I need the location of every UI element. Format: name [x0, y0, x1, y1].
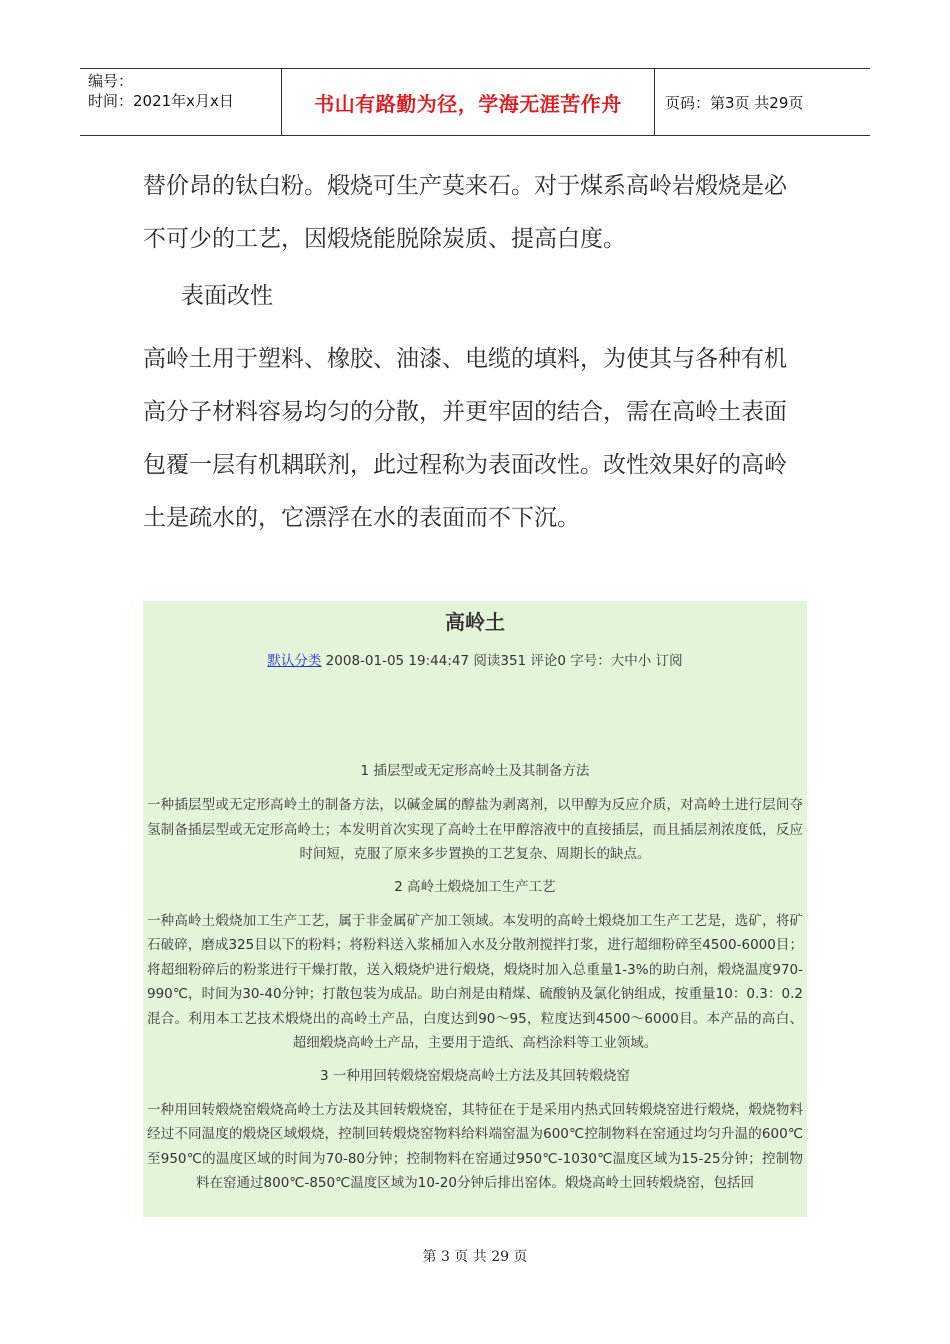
page-footer: 第 3 页 共 29 页 — [422, 1249, 528, 1265]
section-3-title: 3 一种用回转煅烧窑煅烧高岭土方法及其回转煅烧窑 — [320, 1067, 630, 1084]
section-2-title: 2 高岭土煅烧加工生产工艺 — [394, 878, 556, 895]
time-label: 时间：2021年x月x日 — [88, 92, 234, 110]
page-code: 页码：第3页 共29页 — [665, 93, 804, 112]
body-paragraph-1: 替价昂的钛白粉。煅烧可生产莫来石。对于煤系高岭岩煅烧是必不可少的工艺，因煅烧能脱除炭质、提高白度。 — [143, 173, 787, 252]
article-title: 高岭土 — [445, 610, 505, 634]
section-heading: 表面改性 — [181, 283, 273, 309]
article-meta — [143, 651, 807, 671]
section-1-title: 1 插层型或无定形高岭土及其制备方法 — [360, 763, 590, 779]
article-box — [143, 601, 807, 1217]
header-info-cell — [80, 69, 282, 135]
number-label: 编号： — [88, 72, 134, 90]
page-header — [80, 68, 870, 136]
category-link[interactable]: 默认分类 — [267, 653, 322, 669]
motto: 书山有路勤为径，学海无涯苦作舟 — [282, 69, 655, 135]
section-3-text: 一种用回转煅烧窑煅烧高岭土方法及其回转煅烧窑，其特征在于是采用内热式回转煅烧窑进行煅烧，煅烧物料经过不同温度的煅烧区域煅烧，控制回转煅烧窑物料给料端窑温为600℃控制物料在窑通过均匀升温的600℃至950℃的温度区域的时间为70-80分钟；控制物料在窑通过950℃-1030℃温度区域为15-25分钟；控制物料在窑通过800℃-850℃温度区域为10-20分钟后排出窑体。煅烧高岭土回转煅烧窑，包括回 — [147, 1101, 803, 1191]
article-meta-text: 2008-01-05 19:44:47 阅读351 评论0 字号：大中小 订阅 — [321, 653, 683, 669]
section-2-text: 一种高岭土煅烧加工生产工艺，属于非金属矿产加工领域。本发明的高岭土煅烧加工生产工艺是，选矿，将矿石破碎，磨成325目以下的粉料；将粉料送入浆桶加入水及分散剂搅拌打浆，进行超细粉碎至4500-6000目；将超细粉碎后的粉浆进行干燥打散，送入煅烧炉进行煅烧，煅烧时加入总重量1-3%的助白剂，煅烧温度970-990℃，时间为30-40分钟；打散包装为成品。助白剂是由精煤、硫酸钠及氯化钠组成，按重量10：0.3：0.2混合。利用本工艺技术煅烧出的高岭土产品，白度达到90～95，粒度达到4500～6000目。本产品的高白、超细煅烧高岭土产品，主要用于造纸、高档涂料等工业领域。 — [147, 912, 803, 1051]
body-paragraph-2: 高岭土用于塑料、橡胶、油漆、电缆的填料，为使其与各种有机高分子材料容易均匀的分散，并更牢固的结合，需在高岭土表面包覆一层有机耦联剂，此过程称为表面改性。改性效果好的高岭土是疏水的，它漂浮在水的表面而不下沉。 — [143, 346, 787, 531]
section-1-text: 一种插层型或无定形高岭土的制备方法，以碱金属的醇盐为剥离剂，以甲醇为反应介质，对高岭土进行层间夺氢制备插层型或无定形高岭土；本发明首次实现了高岭土在甲醇溶液中的直接插层，而且插层剂浓度低，反应时间短，克服了原来多步置换的工艺复杂、周期长的缺点。 — [147, 797, 803, 862]
